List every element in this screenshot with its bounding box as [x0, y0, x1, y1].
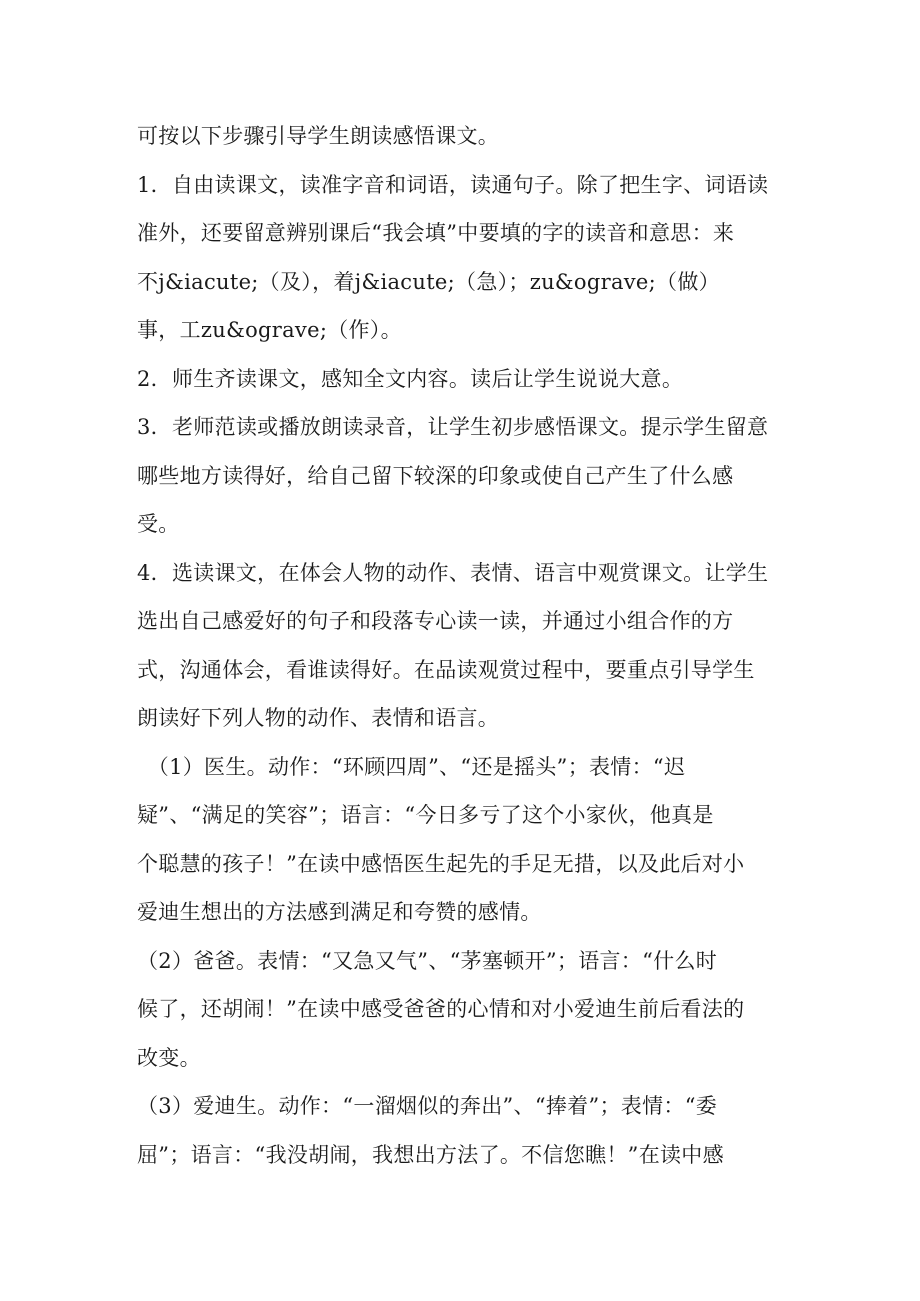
text-line: 2．师生齐读课文，感知全文内容。读后让学生说说大意。 [137, 366, 684, 391]
text-line: 选出自己感爱好的句子和段落专心读一读，并通过小组合作的方 [137, 609, 734, 633]
text-line: （1）医生。动作：“环顾四周”、“还是摇头”；表情：“迟 [137, 754, 686, 779]
text-line: 准外，还要留意辨别课后“我会填”中要填的字的读音和意思：来 [137, 221, 735, 245]
document-body [137, 112, 787, 1179]
text-line: 屈”；语言：“我没胡闹，我想出方法了。不信您瞧！”在读中感 [137, 1142, 724, 1167]
text-line: 可按以下步骤引导学生朗读感悟课文。 [137, 124, 500, 148]
text-line: 式，沟通体会，看谁读得好。在品读观赏过程中，要重点引导学生 [137, 657, 755, 682]
text-line: 1．自由读课文，读准字音和词语，读通句子。除了把生字、词语读 [137, 172, 769, 197]
text-line: 朗读好下列人物的动作、表情和语言。 [137, 706, 500, 730]
text-line: 疑”、“满足的笑容”；语言：“今日多亏了这个小家伙，他真是 [137, 803, 714, 827]
text-line: 哪些地方读得好，给自己留下较深的印象或使自己产生了什么感 [137, 463, 734, 488]
text-line: （3）爱迪生。动作：“一溜烟似的奔出”、“捧着”；表情：“委 [137, 1094, 718, 1118]
text-line: 4．选读课文，在体会人物的动作、表情、语言中观赏课文。让学生 [137, 560, 769, 585]
text-line: 3．老师范读或播放朗读录音，让学生初步感悟课文。提示学生留意 [137, 415, 769, 439]
text-line: （2）爸爸。表情：“又急又气”、“茅塞顿开”；语言：“什么时 [137, 948, 718, 973]
text-line: 事，工zu&ograve;（作）。 [137, 318, 402, 342]
text-line: 候了，还胡闹！”在读中感受爸爸的心情和对小爱迪生前后看法的 [137, 997, 745, 1021]
text-line: 个聪慧的孩子！”在读中感悟医生起先的手足无措，以及此后对小 [137, 851, 745, 876]
text-line: 爱迪生想出的方法感到满足和夸赞的感情。 [137, 900, 542, 924]
text-line: 改变。 [137, 1045, 201, 1070]
text-line: 不j&iacute;（及），着j&iacute;（急）；zu&ograve;（做） [137, 269, 720, 294]
text-line: 受。 [137, 512, 180, 536]
